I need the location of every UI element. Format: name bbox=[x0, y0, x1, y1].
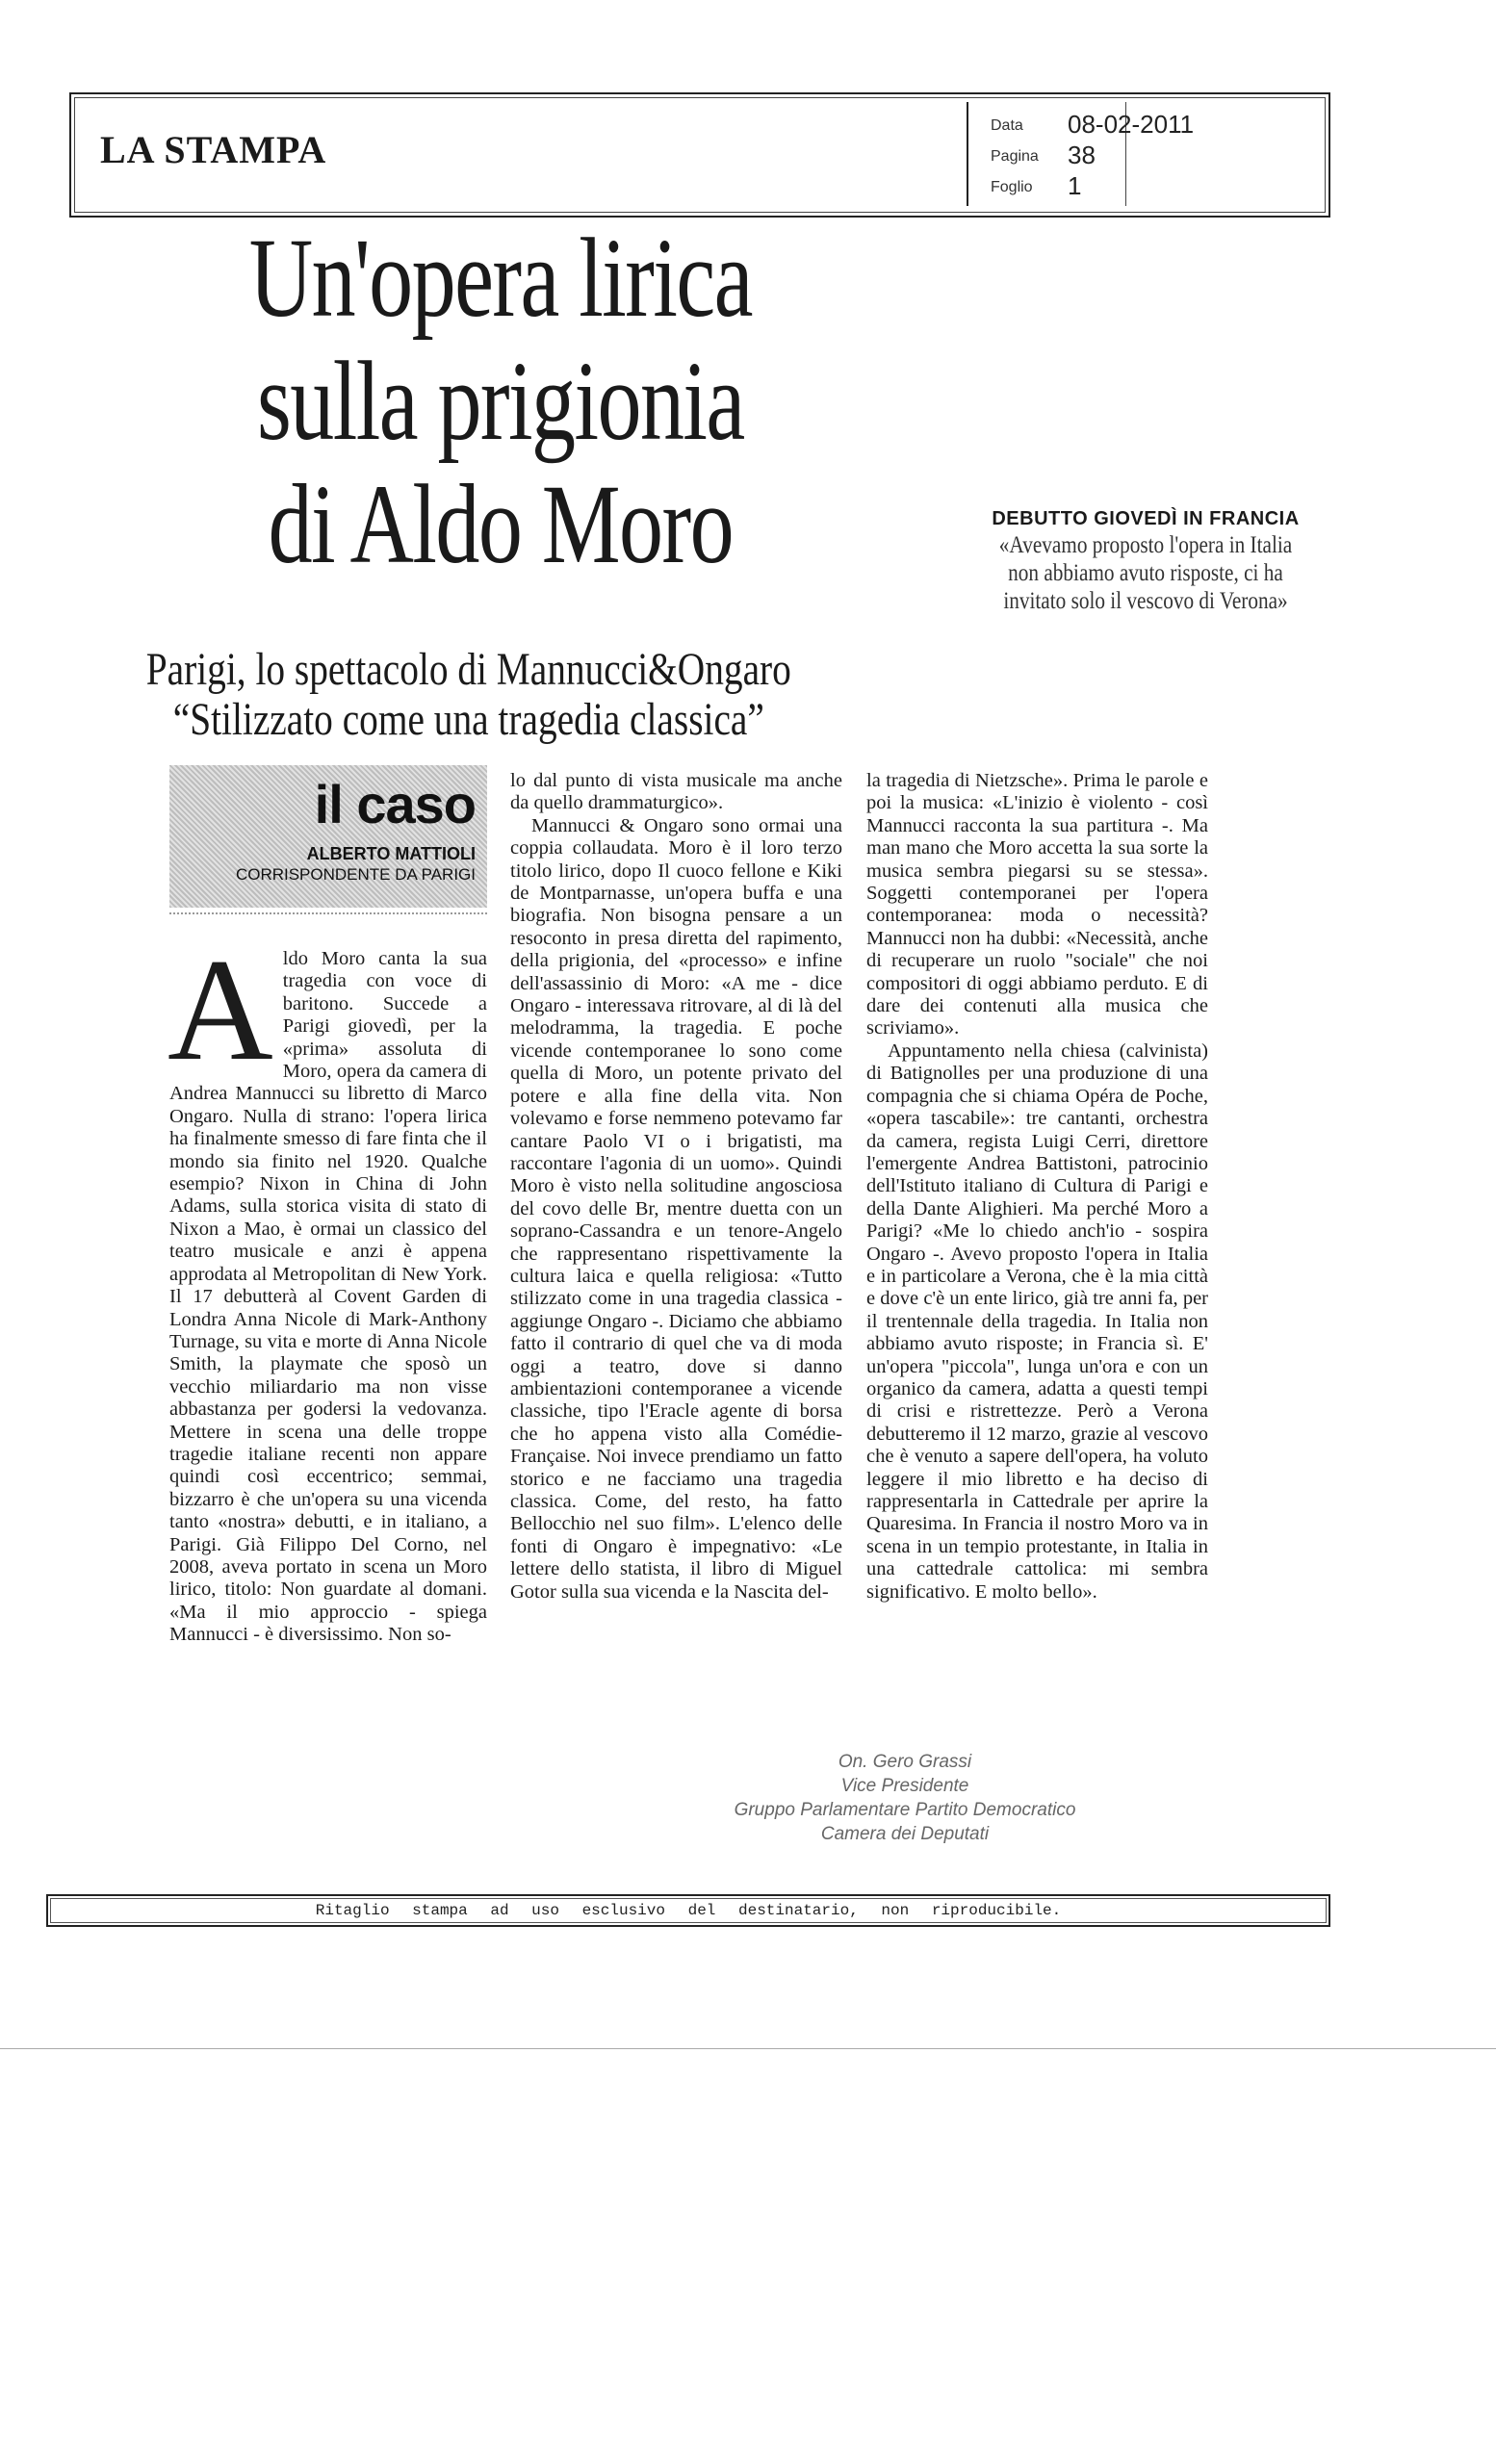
signature-name: On. Gero Grassi bbox=[838, 1752, 972, 1772]
masthead: LA STAMPA bbox=[100, 128, 327, 171]
signature-title: Vice Presidente bbox=[840, 1776, 969, 1796]
headline-line: sulla prigionia bbox=[256, 338, 744, 464]
meta-value-pagina: 38 bbox=[1068, 141, 1096, 169]
article-column-3 bbox=[866, 770, 1208, 1604]
subhead-line: “Stilizzato come una tragedia classica” bbox=[172, 694, 764, 745]
article-paragraph: lo dal punto di vista musicale ma anche da quello drammaturgico». bbox=[510, 770, 842, 814]
meta-value-foglio: 1 bbox=[1068, 171, 1082, 200]
headline-line: Un'opera lirica bbox=[248, 215, 752, 341]
headline bbox=[82, 217, 919, 586]
headline-line: di Aldo Moro bbox=[268, 461, 734, 587]
il-caso-title: il caso bbox=[314, 774, 476, 834]
signature-group: Gruppo Parlamentare Partito Democratico bbox=[734, 1800, 1076, 1820]
caso-divider bbox=[169, 912, 487, 914]
sidebar-quote: «Avevamo proposto l'opera in Italia non abbiamo avuto risposte, ci ha invitato solo il vescovo di Verona» bbox=[998, 532, 1293, 614]
subhead-line: Parigi, lo spettacolo di Mannucci&Ongaro bbox=[145, 644, 791, 695]
drop-cap: A bbox=[168, 929, 273, 1091]
subheadline bbox=[82, 645, 856, 745]
signature-institution: Camera dei Deputati bbox=[820, 1824, 990, 1844]
footer-notice: Ritaglio stampa ad uso esclusivo del destinatario, non riproducibile. bbox=[315, 1902, 1062, 1919]
article-paragraph: la tragedia di Nietzsche». Prima le parole e poi la musica: «L'inizio è violento - così Mannucci racconta la sua partitura -. Ma man mano che Moro accetta la sua sorte la musica sembra piegarsi su se stessa». Soggetti contemporanei per l'opera contemporanea: moda o necessità? Mannucci non ha dubbi: «Necessità, anche di recuperare un ruolo "sociale" che noi compositori di oggi abbiamo perduto. E di dare dei contenuti alla musica che scriviamo». bbox=[866, 770, 1208, 1040]
meta-label-pagina: Pagina bbox=[991, 148, 1039, 165]
meta-value-data: 08-02-2011 bbox=[1068, 110, 1195, 139]
article-column-2 bbox=[510, 770, 842, 1604]
author-name: ALBERTO MATTIOLI bbox=[306, 844, 476, 863]
article-column-1 bbox=[168, 929, 487, 1647]
author-role: CORRISPONDENTE DA PARIGI bbox=[235, 865, 476, 884]
article-paragraph: Mannucci & Ongaro sono ormai una coppia collaudata. Moro è il loro terzo titolo lirico, dopo Il cuoco fellone e Kiki de Montparnasse, un'opera buffa e una biografia. Non bisogna pensare a un resoconto in presa diretta del rapimento, della prigionia, del «processo» e infine dell'assassinio di Moro: «A me - dice Ongaro - interessava ritrovare, al di là del melodramma, la tragedia. E poche vicende contemporanee lo sono come quella di Moro, un potente privato del potere e alla fine della vita. Non volevamo e forse nemmeno potevamo far cantare Paolo VI o i brigatisti, ma raccontare l'agonia di un uomo». Quindi Moro è visto nella solitudine angosciosa del covo delle Br, mentre duetta con un soprano-Cassandra e un tenore-Angelo che rappresentano rispettivamente la cultura laica e quella religiosa: «Tutto stilizzato come in una tragedia classica - aggiunge Ongaro -. Diciamo che abbiamo fatto il contrario di quel che va di moda oggi a teatro, dove si danno ambientazioni contemporanee a vicende classiche, tipo l'Eracle agente di borsa che ho appena visto alla Comédie-Française. Noi invece prendiamo un fatto storico e ne facciamo una tragedia classica. Come, del resto, ha fatto Bellocchio nel suo film». L'elenco delle fonti di Ongaro è impegnativo: «Le lettere dello statista, il libro di Miguel Gotor sulla sua vicenda e la Nascita del- bbox=[510, 814, 842, 1603]
meta-label-foglio: Foglio bbox=[991, 179, 1033, 195]
article-paragraph: Appuntamento nella chiesa (calvinista) di Batignolles per una produzione di una compagnia che si chiama Opéra de Poche, «opera tascabile»: tre cantanti, orchestra da camera, regista Luigi Cerri, direttore l'emergente Andrea Battistoni, patrocinio dell'Istituto italiano di Cultura di Parigi e della Dante Alighieri. Ma perché Moro a Parigi? «Me lo chiedo anch'io - sospira Ongaro -. Avevo proposto l'opera in Italia e in particolare a Verona, che è la mia città e dove c'è un ente lirico, già tre anni fa, per il trentennale della tragedia. In Italia non abbiamo avuto risposte; in Francia sì. E' un'opera "piccola", lunga un'ora e con un organico da camera, adatta a questi tempi di crisi e ristrettezze. Però a Verona debutteremo il 12 marzo, grazie al vescovo che è venuto a sapere dell'opera, ha voluto leggere il mio libretto e ha deciso di rappresentarla in Cattedrale per aprire la Quaresima. In Francia il nostro Moro va in scena in un tempio protestante, in Italia in una cattedrale cattolica: mi sembra significativo. E molto bello». bbox=[866, 1040, 1208, 1603]
footer-box bbox=[46, 1894, 1330, 1927]
page-edge-line bbox=[0, 2048, 1496, 2049]
sidebar-kicker: DEBUTTO GIOVEDÌ IN FRANCIA bbox=[992, 508, 1300, 529]
header-box bbox=[69, 92, 1330, 218]
article-paragraph: ldo Moro canta la sua tragedia con voce di baritono. Succede a Parigi giovedì, per la «prima» assoluta di Moro, opera da camera di Andrea Mannucci su libretto di Marco Ongaro. Nulla di strano: l'opera lirica ha finalmente smesso di fare finta che il mondo sia finito nel 1920. Qualche esempio? Nixon in China di John Adams, sulla storica visita di stato di Nixon a Mao, è ormai un classico del teatro musicale e anzi è appena approdata al Metropolitan di New York. Il 17 debutterà al Covent Garden di Londra Anna Nicole di Mark-Anthony Turnage, su vita e morte di Anna Nicole Smith, la playmate che sposò un vecchio miliardario ma non visse abbastanza per godersi la vedovanza. Mettere in scena una delle troppe tragedie italiane recenti non appare quindi così eccentrico; semmai, bizzarro è che un'opera su una vicenda tanto «nostra» debutti, e in italiano, a Parigi. Già Filippo Del Corno, nel 2008, aveva portato in scena un Moro lirico, titolo: Non guardate al domani. «Ma il mio approccio - spiega Mannucci - è diversissimo. Non so- bbox=[169, 948, 487, 1646]
il-caso-box bbox=[169, 765, 487, 908]
meta-label-data: Data bbox=[991, 117, 1023, 134]
header-divider bbox=[967, 102, 968, 206]
